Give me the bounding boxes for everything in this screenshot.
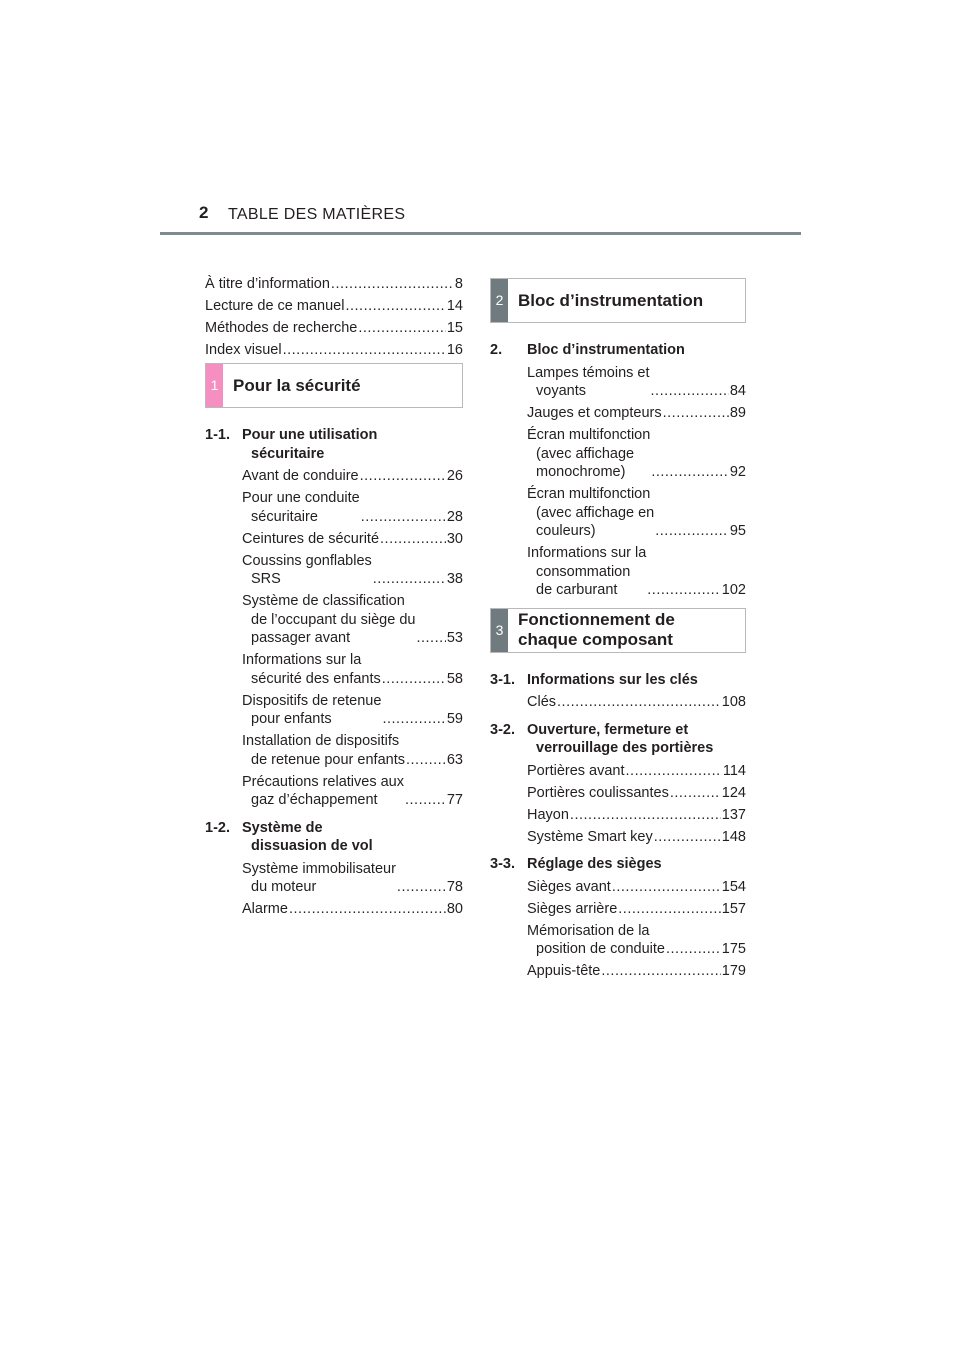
chapter-3-box[interactable] <box>490 608 746 653</box>
toc-entry[interactable]: Ceintures de sécurité ..... 30 <box>205 530 463 549</box>
toc-entry[interactable]: Portières coulissantes ..... 124 <box>490 784 746 803</box>
chapter-title: Fonctionnement de chaque composant <box>518 610 675 649</box>
toc-entry[interactable]: Système immobilisateur du moteur ..... 78 <box>205 860 463 897</box>
toc-entry[interactable]: Écran multifonction (avec affichage en couleurs) ..... 95 <box>490 485 746 541</box>
header-title: TABLE DES MATIÈRES <box>228 206 406 223</box>
toc-entry[interactable]: Lampes témoins et voyants ..... 84 <box>490 364 746 401</box>
section-heading: 3-2. Ouverture, fermeture et verrouillage des portières <box>490 721 714 756</box>
toc-entry[interactable]: Avant de conduire ..... 26 <box>205 467 463 486</box>
toc-entry[interactable]: Alarme ..... 80 <box>205 900 463 919</box>
toc-entry[interactable]: Index visuel ..... 16 <box>205 341 463 360</box>
toc-entry[interactable]: Système Smart key ..... 148 <box>490 828 746 847</box>
toc-entry[interactable]: Jauges et compteurs ..... 89 <box>490 404 746 423</box>
page-header <box>0 0 960 240</box>
chapter-tab: 3 <box>491 609 508 652</box>
chapter-tab: 2 <box>491 279 508 322</box>
chapter-title: Pour la sécurité <box>233 375 361 395</box>
chapter-2-box[interactable] <box>490 278 746 323</box>
toc-entry[interactable]: Coussins gonflables SRS ..... 38 <box>205 552 463 589</box>
toc-entry[interactable]: Méthodes de recherche ..... 15 <box>205 319 463 338</box>
toc-entry[interactable]: Hayon ..... 137 <box>490 806 746 825</box>
toc-entry[interactable]: Écran multifonction (avec affichage monochrome) ..... 92 <box>490 426 746 482</box>
chapter-title: Bloc d’instrumentation <box>518 290 704 310</box>
section-heading: 1-2. Système de dissuasion de vol <box>205 819 373 854</box>
section-heading: 3-3. Réglage des sièges <box>490 856 662 872</box>
toc-entry[interactable]: Précautions relatives aux gaz d’échappement ..... 77 <box>205 773 463 810</box>
toc-entry[interactable]: Dispositifs de retenue pour enfants ..... 59 <box>205 692 463 729</box>
toc-entry[interactable]: Appuis-tête ..... 179 <box>490 962 746 981</box>
toc-entry[interactable]: Informations sur la sécurité des enfants ..... 58 <box>205 651 463 688</box>
chapter-tab: 1 <box>206 364 223 407</box>
toc-entry[interactable]: Lecture de ce manuel ..... 14 <box>205 297 463 316</box>
page-number: 2 <box>199 203 209 222</box>
section-heading: 3-1. Informations sur les clés <box>490 671 698 688</box>
left-column <box>205 275 463 922</box>
toc-entry[interactable]: Système de classification de l’occupant du siège du passager avant ..... 53 <box>205 592 463 648</box>
toc-entry[interactable]: Clés ..... 108 <box>490 693 746 712</box>
toc-entry[interactable]: Informations sur la consommation de carburant ..... 102 <box>490 544 746 600</box>
toc-entry[interactable]: À titre d’information ..... 8 <box>205 275 463 294</box>
toc-entry[interactable]: Portières avant ..... 114 <box>490 762 746 781</box>
right-column <box>490 278 746 984</box>
toc-entry[interactable]: Sièges avant ..... 154 <box>490 878 746 897</box>
toc-entry[interactable]: Mémorisation de la position de conduite ..... 175 <box>490 922 746 959</box>
toc-entry[interactable]: Installation de dispositifs de retenue pour enfants ..... 63 <box>205 732 463 769</box>
section-heading: 1-1. Pour une utilisation sécuritaire <box>205 427 378 462</box>
chapter-1-box[interactable] <box>205 363 463 408</box>
intro-list <box>205 275 463 360</box>
header-rule <box>160 232 801 235</box>
toc-entry[interactable]: Pour une conduite sécuritaire ..... 28 <box>205 489 463 526</box>
toc-entry[interactable]: Sièges arrière ..... 157 <box>490 900 746 919</box>
section-heading: 2. Bloc d’instrumentation <box>490 342 685 358</box>
